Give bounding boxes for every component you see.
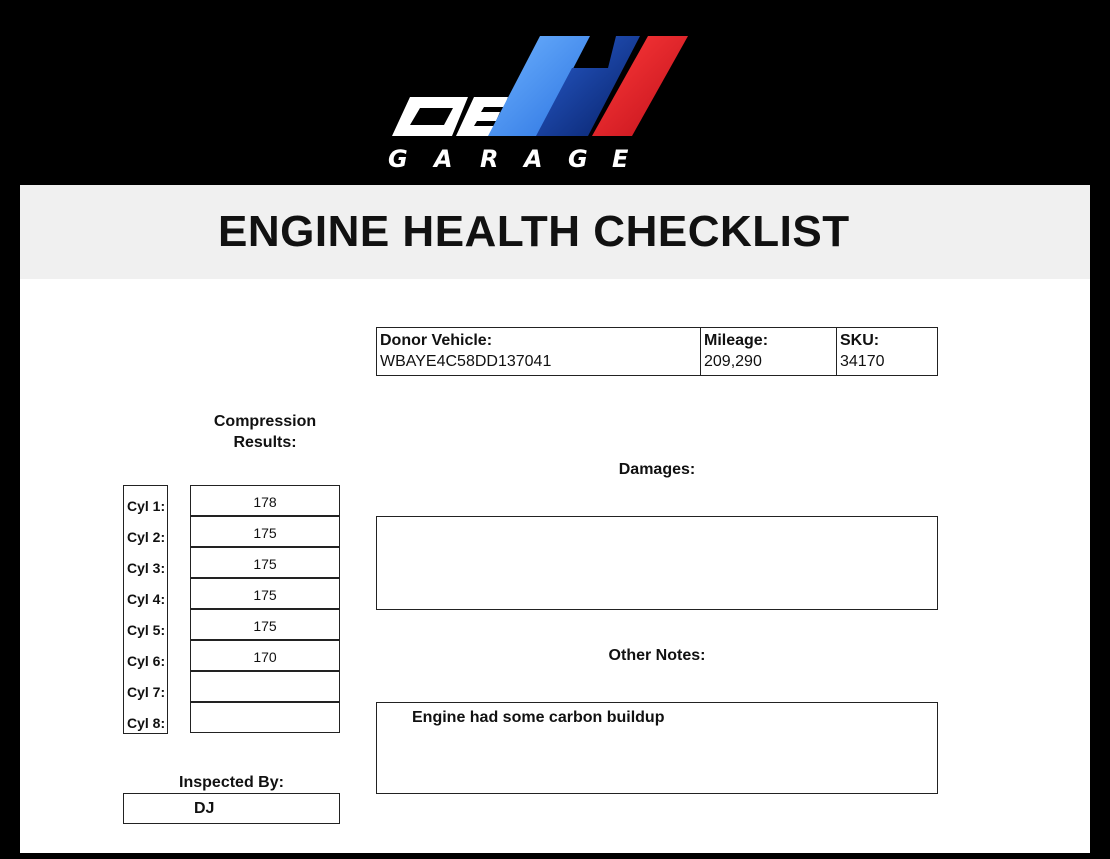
cyl-6-label: Cyl 6:: [123, 640, 168, 671]
oe-garage-logo: [370, 12, 698, 184]
svg-text:G: G: [568, 145, 588, 173]
title-band: [20, 185, 1090, 279]
mileage-label: Mileage:: [704, 332, 769, 349]
svg-text:A: A: [434, 145, 453, 173]
donor-vehicle-value: WBAYE4C58DD137041: [380, 353, 552, 370]
sku-label: SKU:: [840, 332, 880, 349]
page-title: ENGINE HEALTH CHECKLIST: [218, 207, 850, 256]
other-notes-box[interactable]: [376, 702, 938, 794]
cyl-5-value[interactable]: 175: [190, 609, 340, 640]
inspected-by-value: DJ: [194, 800, 215, 817]
cyl-7-label: Cyl 7:: [123, 671, 168, 702]
cyl-7-value[interactable]: [190, 671, 340, 702]
cyl-1-value[interactable]: 178: [190, 485, 340, 516]
cyl-8-label: Cyl 8:: [123, 702, 168, 733]
cyl-2-value[interactable]: 175: [190, 516, 340, 547]
sku-value: 34170: [840, 353, 885, 370]
svg-text:R: R: [480, 145, 499, 173]
other-notes-label: Other Notes:: [608, 647, 706, 664]
cyl-3-value[interactable]: 175: [190, 547, 340, 578]
checklist-sheet: [20, 185, 1090, 853]
svg-text:E: E: [612, 145, 629, 173]
damages-label: Damages:: [618, 461, 696, 478]
inspected-by-box[interactable]: [123, 793, 340, 824]
donor-vehicle-label: Donor Vehicle:: [380, 332, 493, 349]
damages-box[interactable]: [376, 516, 938, 610]
logo-garage-text: [388, 145, 629, 173]
cyl-4-label: Cyl 4:: [123, 578, 168, 609]
inspected-by-label: Inspected By:: [179, 774, 284, 791]
cyl-6-value[interactable]: 170: [190, 640, 340, 671]
logo-graphic: [370, 12, 698, 184]
cyl-1-label: Cyl 1:: [123, 485, 168, 516]
compression-heading-line1: Compression: [213, 413, 317, 430]
mileage-value: 209,290: [704, 353, 762, 370]
donor-vehicle-cell: [376, 327, 702, 376]
cyl-3-label: Cyl 3:: [123, 547, 168, 578]
logo-letter-o: [392, 97, 468, 136]
other-notes-value: Engine had some carbon buildup: [412, 709, 665, 726]
sku-cell: [836, 327, 938, 376]
compression-heading: [185, 411, 345, 453]
cyl-5-label: Cyl 5:: [123, 609, 168, 640]
svg-text:A: A: [524, 145, 543, 173]
cyl-8-value[interactable]: [190, 702, 340, 733]
svg-text:G: G: [388, 145, 408, 173]
cyl-2-label: Cyl 2:: [123, 516, 168, 547]
cyl-4-value[interactable]: 175: [190, 578, 340, 609]
mileage-cell: [700, 327, 838, 376]
compression-heading-line2: Results:: [233, 434, 297, 451]
